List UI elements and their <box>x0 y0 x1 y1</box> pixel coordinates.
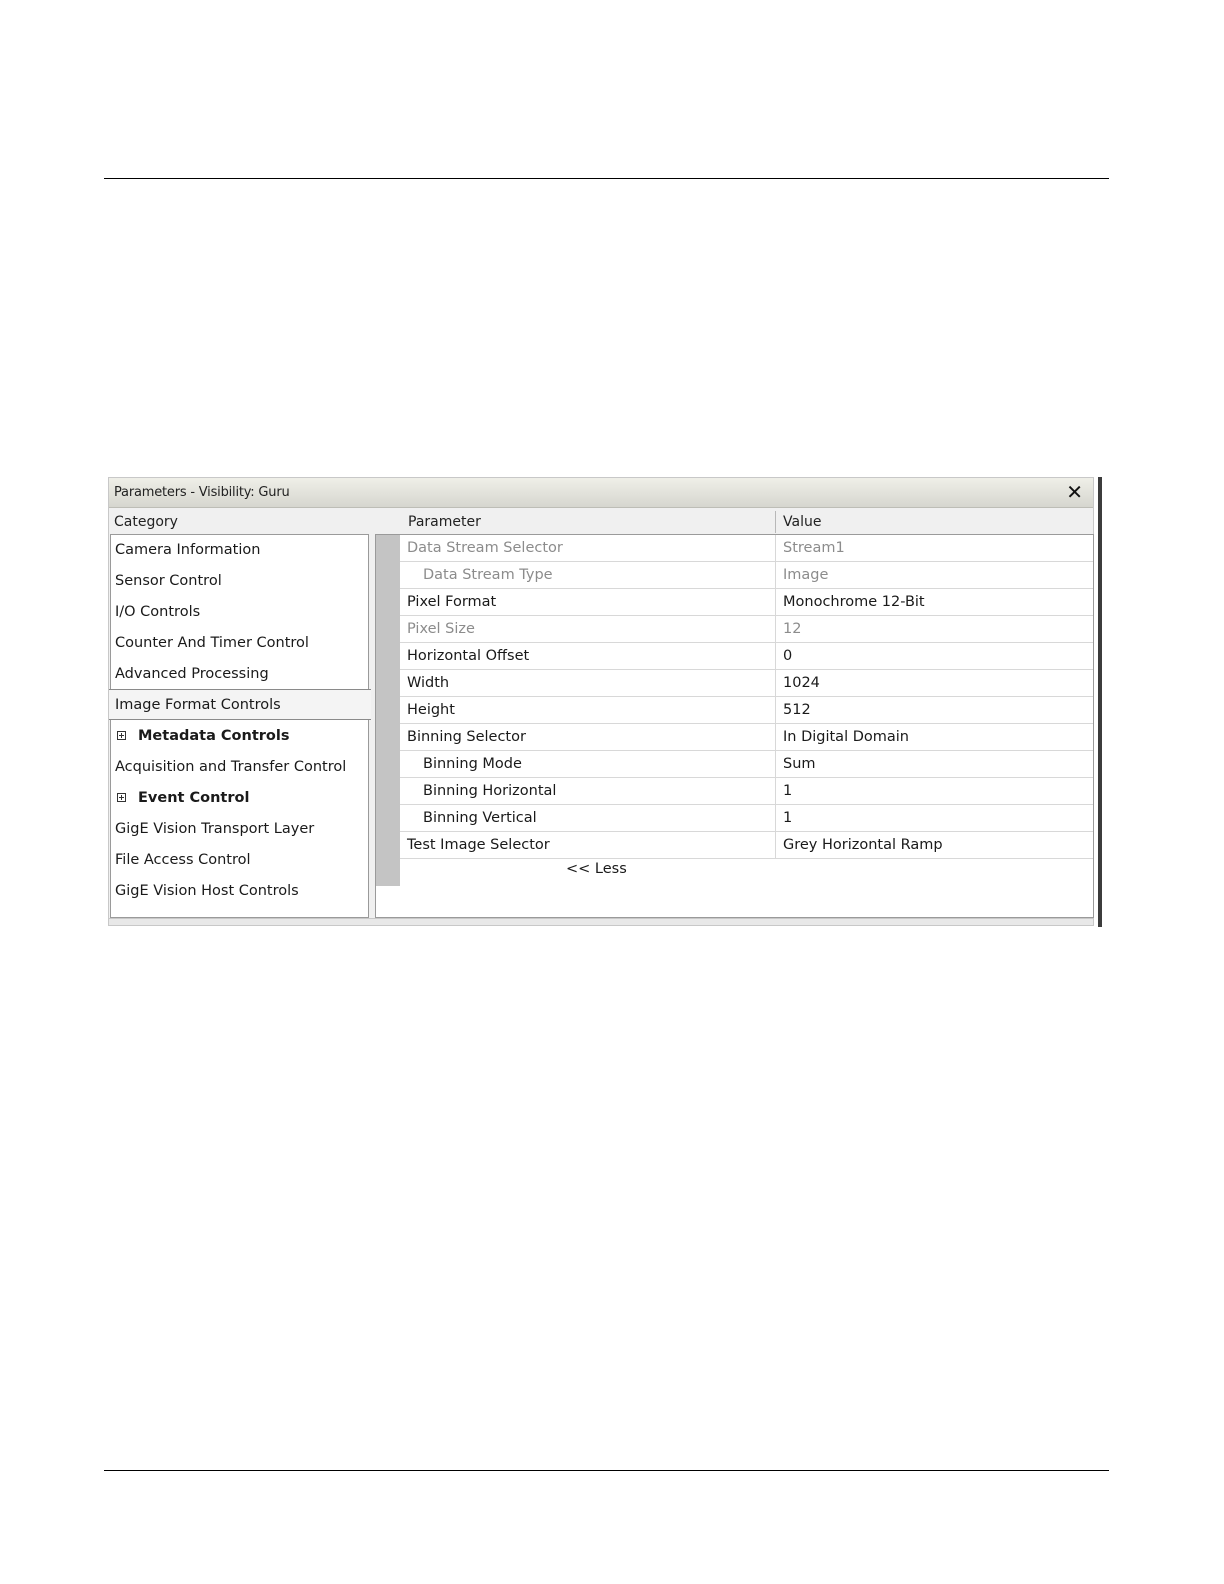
cell-divider <box>775 832 776 858</box>
category-item-acquisition-and-transfer-control[interactable] <box>111 752 368 783</box>
parameter-row[interactable] <box>400 805 1093 832</box>
cell-divider <box>775 697 776 723</box>
category-label: File Access Control <box>115 852 251 868</box>
plus-box-icon[interactable] <box>117 731 126 740</box>
parameter-name: Data Stream Selector <box>407 540 563 556</box>
panel-title: Parameters - Visibility: Guru <box>114 485 290 500</box>
cell-divider <box>775 751 776 777</box>
parameter-name: Binning Horizontal <box>423 783 557 799</box>
parameter-name: Binning Vertical <box>423 810 537 826</box>
panel-right-border <box>1098 477 1102 927</box>
parameter-value[interactable]: 512 <box>783 702 811 718</box>
category-item-event-control[interactable] <box>111 783 368 814</box>
page-top-rule <box>104 178 1109 179</box>
category-item-advanced-processing[interactable] <box>111 659 368 690</box>
parameter-name: Binning Mode <box>423 756 522 772</box>
category-item-gige-vision-transport-layer[interactable] <box>111 814 368 845</box>
parameters-panel <box>108 477 1094 926</box>
parameter-value[interactable]: 1 <box>783 810 793 826</box>
parameter-value[interactable]: Monochrome 12-Bit <box>783 594 925 610</box>
plus-box-icon[interactable] <box>117 793 126 802</box>
parameter-value[interactable]: In Digital Domain <box>783 729 909 745</box>
parameter-value[interactable]: 1 <box>783 783 793 799</box>
category-item-gige-vision-host-controls[interactable] <box>111 876 368 907</box>
cell-divider <box>775 724 776 750</box>
page-bottom-rule <box>104 1470 1109 1471</box>
cell-divider <box>775 616 776 642</box>
cell-divider <box>775 778 776 804</box>
parameter-name: Pixel Size <box>407 621 475 637</box>
parameter-name: Horizontal Offset <box>407 648 530 664</box>
category-item-metadata-controls[interactable] <box>111 721 368 752</box>
less-button[interactable]: << Less <box>566 861 627 877</box>
cell-divider <box>775 643 776 669</box>
cell-divider <box>775 535 776 561</box>
category-label: I/O Controls <box>115 604 201 620</box>
category-label: Image Format Controls <box>115 697 281 713</box>
parameter-row[interactable] <box>400 670 1093 697</box>
value-column-header: Value <box>783 514 822 530</box>
category-item-i-o-controls[interactable] <box>111 597 368 628</box>
parameter-row[interactable] <box>400 724 1093 751</box>
category-list <box>110 534 369 918</box>
parameter-value[interactable]: 1024 <box>783 675 820 691</box>
category-column-header: Category <box>114 514 178 530</box>
column-divider[interactable] <box>775 511 776 533</box>
category-item-camera-information[interactable] <box>111 535 368 566</box>
category-item-image-format-controls[interactable] <box>109 689 371 720</box>
parameter-name: Width <box>407 675 450 691</box>
parameter-row[interactable] <box>400 616 1093 643</box>
parameter-row[interactable] <box>400 643 1093 670</box>
category-label: GigE Vision Host Controls <box>115 883 299 899</box>
category-label: Camera Information <box>115 542 261 558</box>
parameter-row[interactable] <box>400 589 1093 616</box>
parameter-value: 12 <box>783 621 802 637</box>
parameter-column-header: Parameter <box>408 514 481 530</box>
row-gutter <box>376 535 400 886</box>
parameter-value[interactable]: Sum <box>783 756 816 772</box>
parameter-row[interactable] <box>400 832 1093 859</box>
category-label: Counter And Timer Control <box>115 635 309 651</box>
category-label: Sensor Control <box>115 573 222 589</box>
parameter-row[interactable] <box>400 535 1093 562</box>
parameter-row[interactable] <box>400 562 1093 589</box>
category-label: Metadata Controls <box>138 728 290 744</box>
parameter-value[interactable]: Grey Horizontal Ramp <box>783 837 943 853</box>
parameter-name: Test Image Selector <box>407 837 550 853</box>
panel-bottom-strip <box>109 918 1093 925</box>
cell-divider <box>775 589 776 615</box>
parameter-row[interactable] <box>400 778 1093 805</box>
parameter-value: Stream1 <box>783 540 845 556</box>
parameter-row[interactable] <box>400 697 1093 724</box>
cell-divider <box>775 670 776 696</box>
category-label: Event Control <box>138 790 250 806</box>
panel-titlebar <box>109 478 1093 508</box>
parameter-name: Binning Selector <box>407 729 526 745</box>
cell-divider <box>775 562 776 588</box>
cell-divider <box>775 805 776 831</box>
category-label: GigE Vision Transport Layer <box>115 821 315 837</box>
category-item-sensor-control[interactable] <box>111 566 368 597</box>
parameter-grid <box>375 534 1094 918</box>
category-item-counter-and-timer-control[interactable] <box>111 628 368 659</box>
parameter-name: Data Stream Type <box>423 567 553 583</box>
parameter-name: Pixel Format <box>407 594 497 610</box>
category-label: Advanced Processing <box>115 666 269 682</box>
parameter-value[interactable]: 0 <box>783 648 793 664</box>
parameter-row[interactable] <box>400 751 1093 778</box>
parameter-value: Image <box>783 567 829 583</box>
close-icon[interactable]: ✕ <box>1066 480 1083 504</box>
category-item-file-access-control[interactable] <box>111 845 368 876</box>
parameter-name: Height <box>407 702 455 718</box>
category-label: Acquisition and Transfer Control <box>115 759 347 775</box>
